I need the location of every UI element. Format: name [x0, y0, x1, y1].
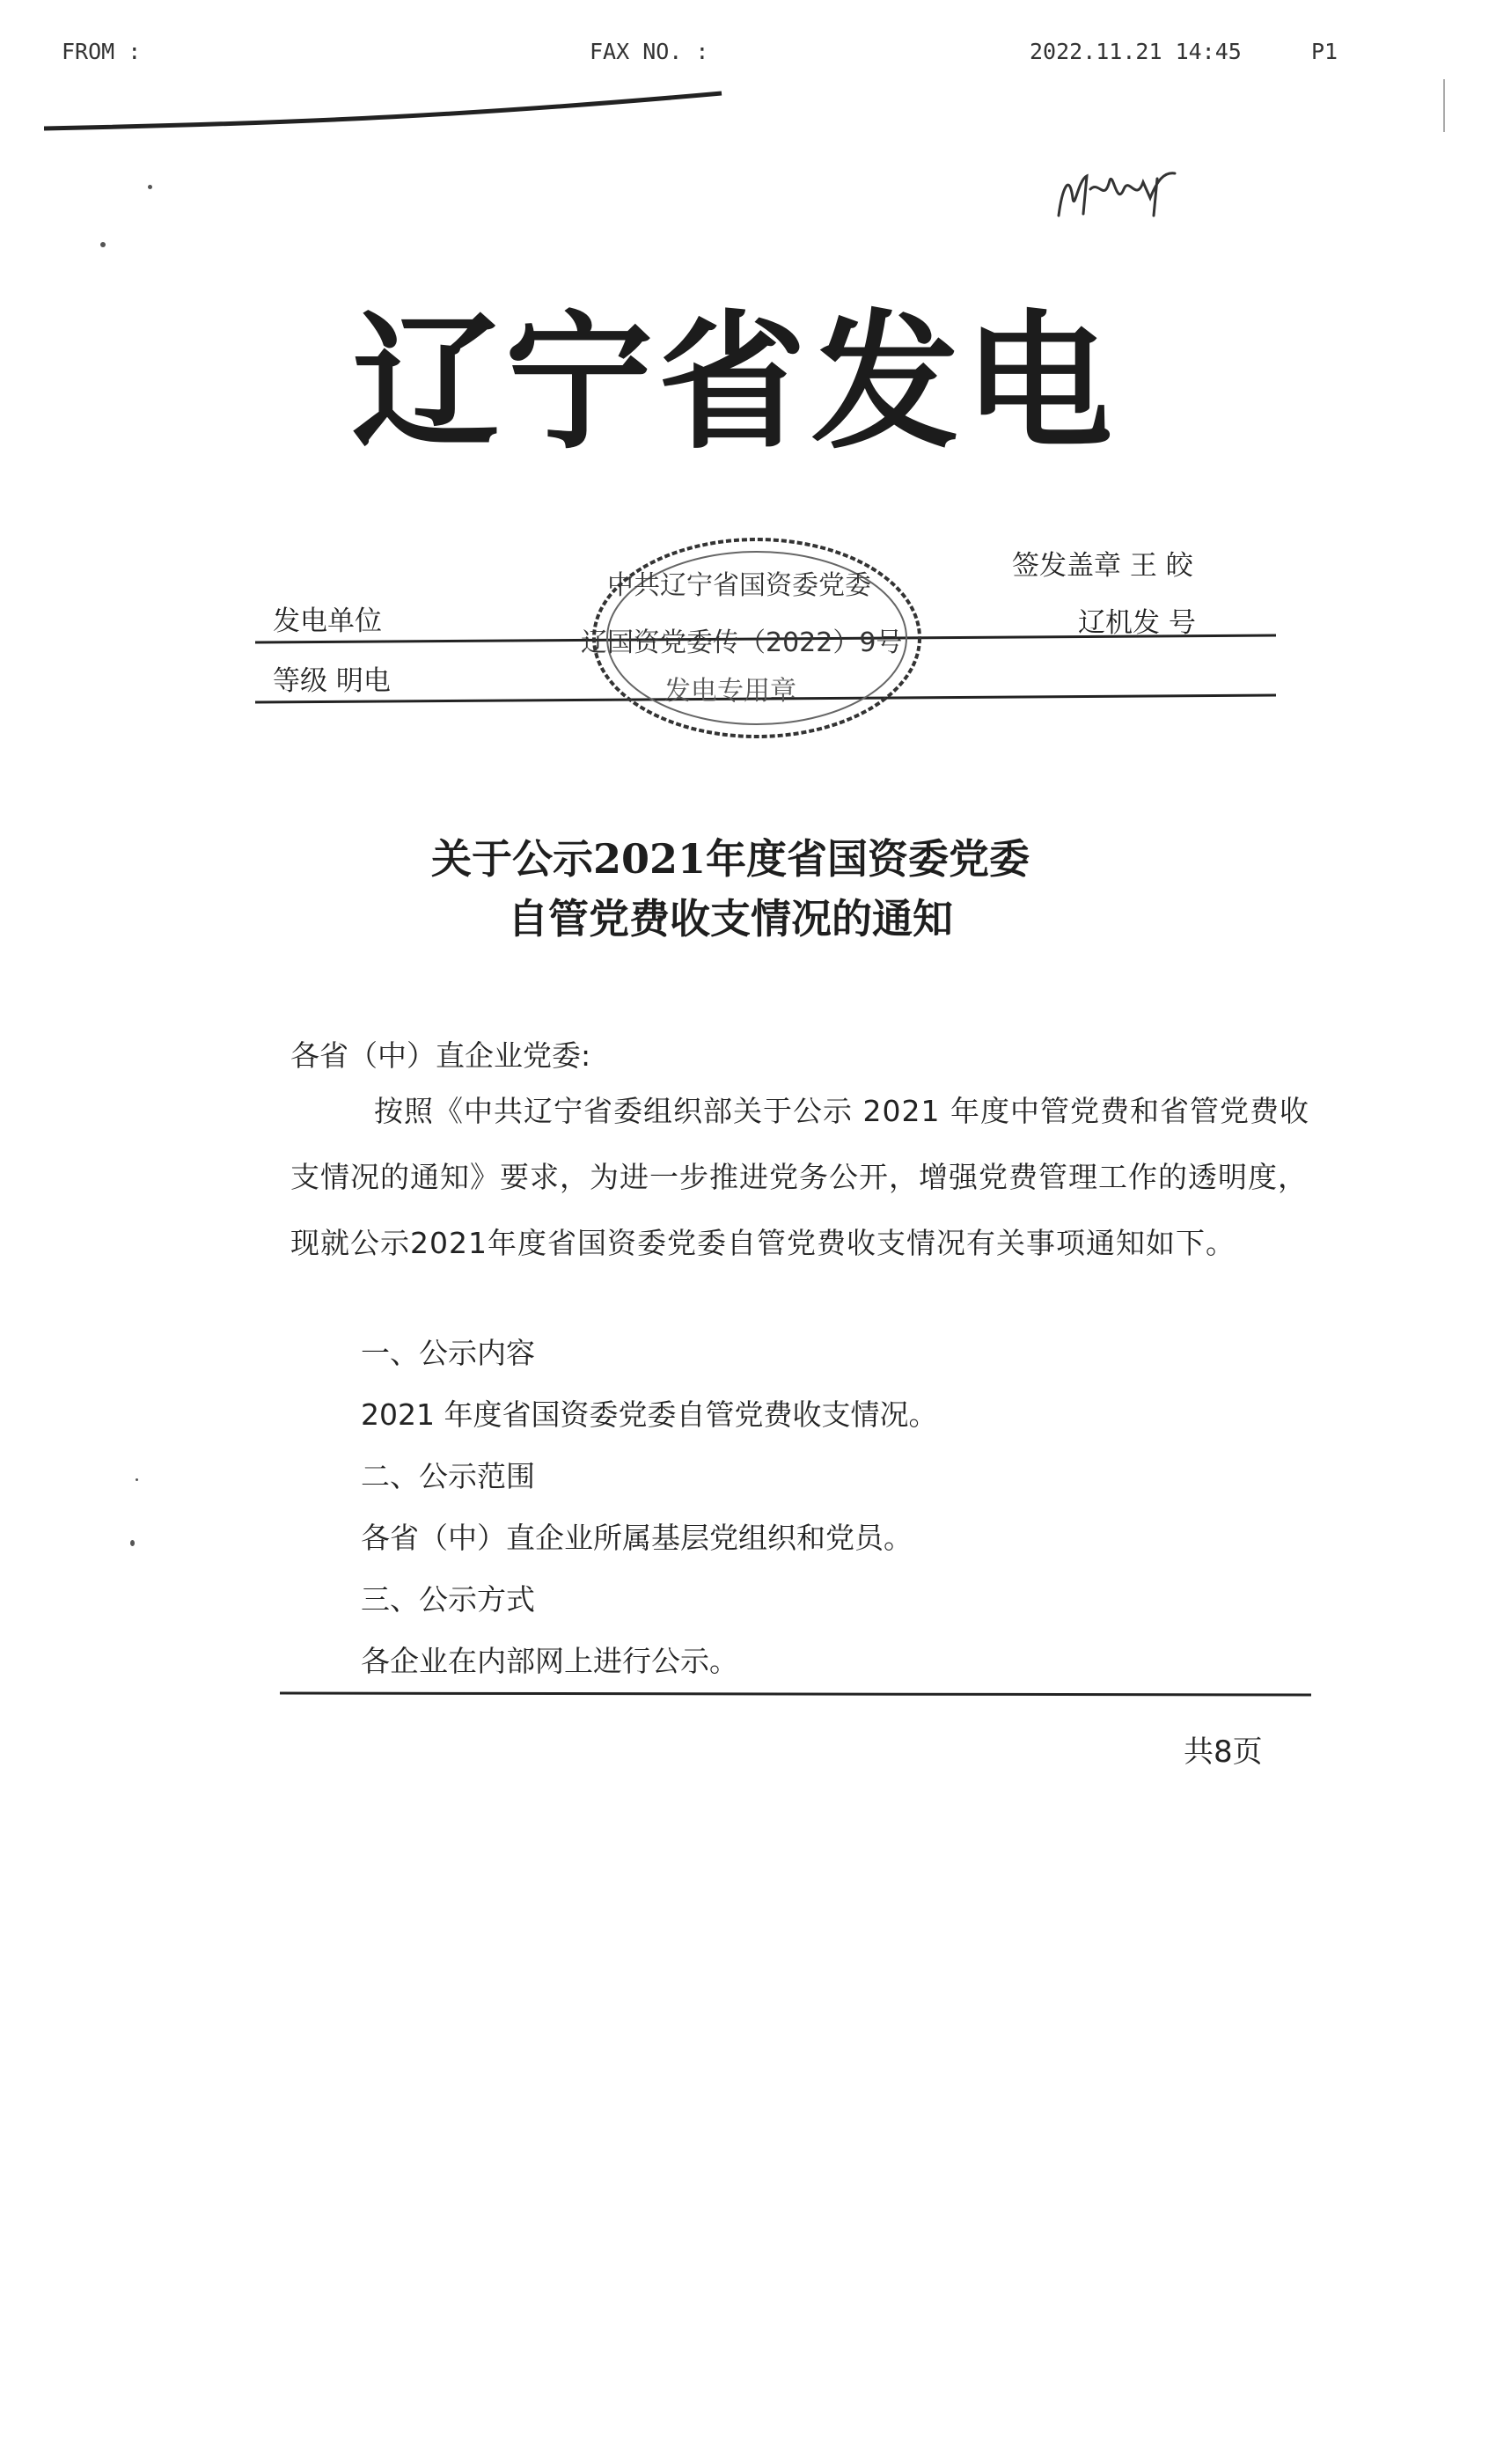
fax-header: [62, 39, 1373, 74]
notice-title-line1: 关于公示2021年度省国资委党委: [430, 835, 1030, 883]
scan-speck: [136, 1478, 138, 1481]
doc-number-label: 辽机发 号: [1078, 607, 1196, 639]
section-heading: 二、公示范围: [361, 1459, 535, 1493]
document-title: 辽宁省发电: [352, 295, 1118, 469]
footer-rule: [280, 1691, 1311, 1697]
notice-title-line2: 自管党费收支情况的通知: [508, 895, 953, 942]
scan-speck: [130, 1540, 135, 1546]
fax-number: FAX NO. :: [590, 39, 709, 64]
fax-datetime: 2022.11.21 14:45: [1030, 39, 1242, 64]
seal-name: 发电专用章: [664, 676, 796, 707]
page-total: 共8页: [1184, 1734, 1263, 1770]
section-content: 各企业在内部网上进行公示。: [361, 1644, 738, 1678]
scan-speck: [148, 185, 152, 189]
scan-speck: [1443, 79, 1445, 132]
body-paragraph: 按照《中共辽宁省委组织部关于公示 2021 年度中管党费和省管党费收支情况的通知》要求，为进一步推进党务公开，增强党费管理工作的透明度，现就公示2021年度省国资委党委自管党费收支情况有关事项通知如下。: [290, 1094, 1309, 1260]
handwritten-signature: [1052, 163, 1184, 229]
scan-speck: [100, 242, 106, 247]
fax-header-rule: [44, 77, 1346, 174]
section-heading: 一、公示内容: [361, 1336, 535, 1370]
section-heading: 三、公示方式: [361, 1582, 535, 1617]
section-content: 2021 年度省国资委党委自管党费收支情况。: [361, 1397, 938, 1432]
issuer-label: 发电单位: [273, 605, 382, 637]
fax-page: P1: [1311, 39, 1338, 64]
section-content: 各省（中）直企业所属基层党组织和党员。: [361, 1521, 913, 1555]
grade-label: 等级 明电: [273, 665, 391, 697]
fax-from: FROM :: [62, 39, 142, 64]
seal-org-text: 中共辽宁省国资委党委: [607, 570, 871, 601]
salutation: 各省（中）直企业党委:: [290, 1038, 591, 1073]
seal-doc-ref: 辽国资党委传（2022）9号: [581, 627, 903, 658]
signer-label: 签发盖章 王 皎: [1012, 550, 1193, 582]
